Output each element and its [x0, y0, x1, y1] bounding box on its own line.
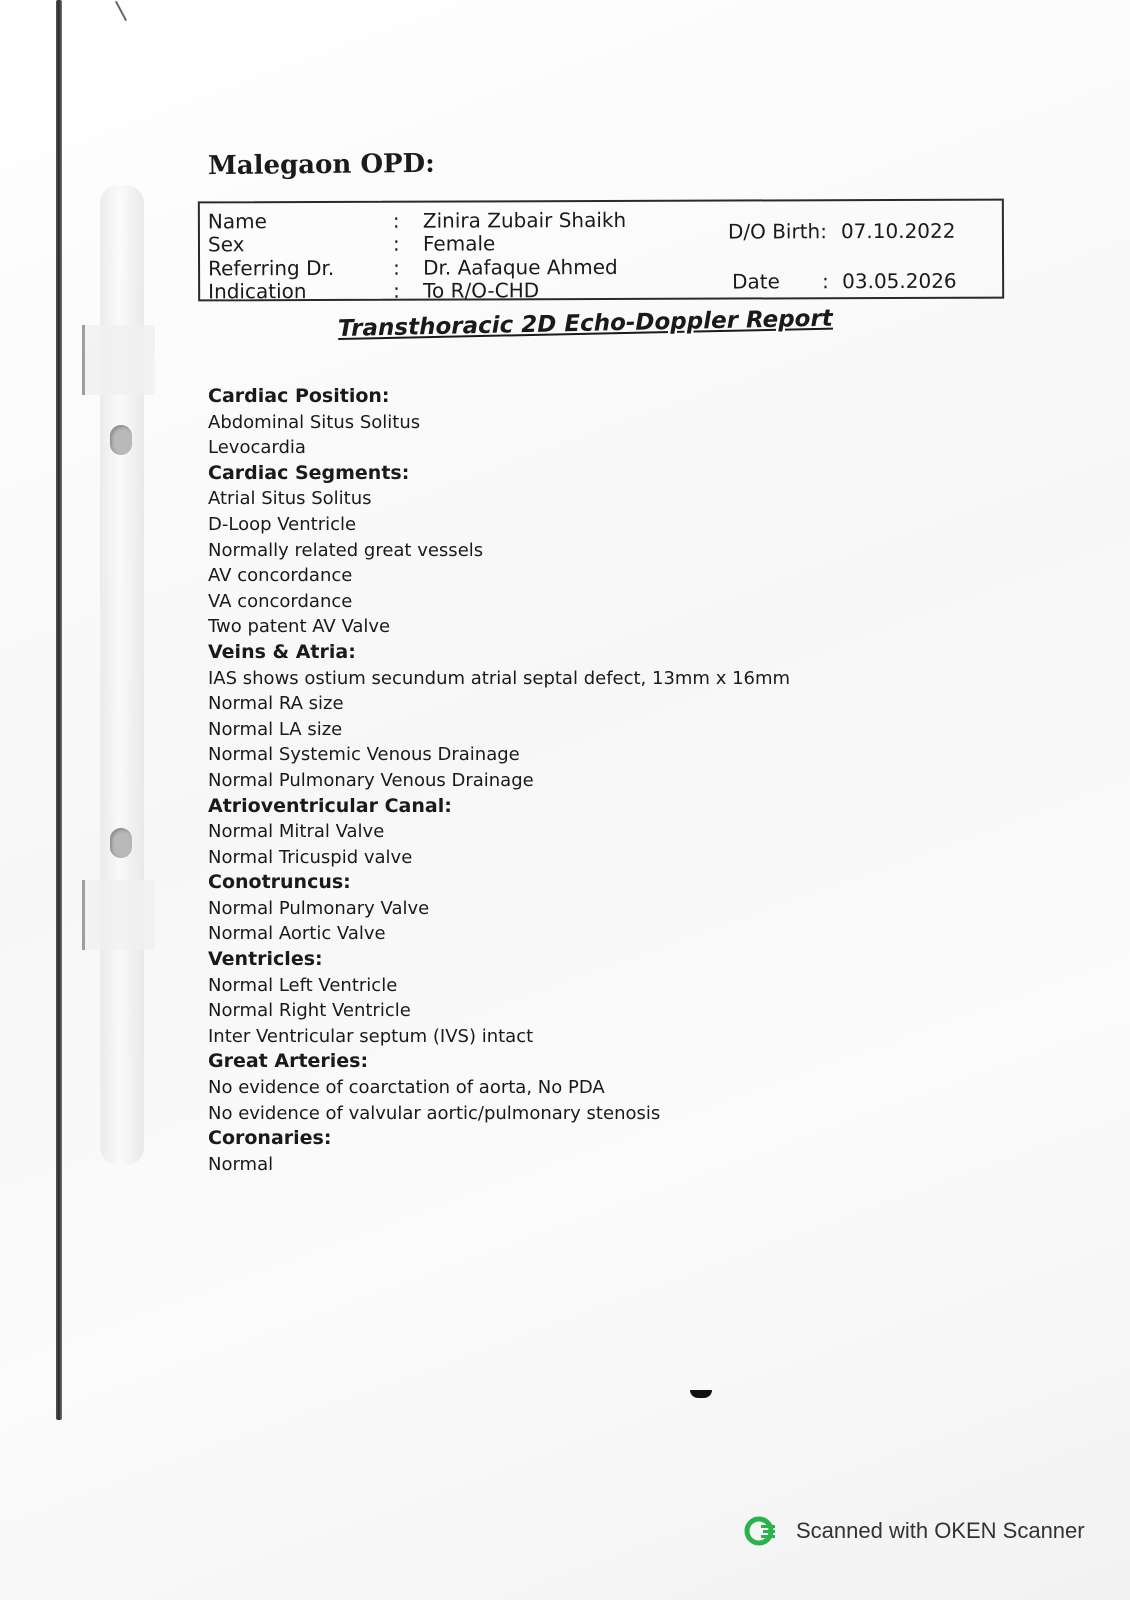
- referring-value: Dr. Aafaque Ahmed: [423, 254, 618, 280]
- referring-colon: :: [393, 255, 400, 280]
- finding-line: Two patent AV Valve: [208, 616, 391, 638]
- finding-line: Normal Pulmonary Venous Drainage: [208, 769, 534, 791]
- dob-block: [728, 219, 956, 244]
- finding-line: Levocardia: [208, 437, 306, 459]
- referring-label: Referring Dr.: [208, 255, 335, 281]
- patient-row-referring: [208, 255, 618, 280]
- patient-row-sex: [208, 231, 495, 256]
- sex-colon: :: [392, 231, 400, 256]
- name-label: Name: [207, 209, 267, 234]
- section-cardiac-segments: [208, 461, 908, 640]
- finding-line: Normal Left Ventricle: [208, 974, 398, 996]
- finding-line: Normal RA size: [208, 693, 344, 715]
- punch-hole-top: [110, 425, 132, 455]
- section-heading: Coronaries:: [208, 1127, 332, 1150]
- indication-colon: :: [393, 278, 400, 303]
- finding-line: Normal: [208, 1153, 274, 1175]
- section-heading: Cardiac Segments:: [208, 461, 410, 484]
- finding-line: Normal LA size: [208, 718, 343, 740]
- section-great-arteries: [208, 1049, 908, 1126]
- clip-tab-top: [82, 325, 155, 395]
- date-block: [732, 269, 957, 294]
- finding-line: IAS shows ostium secundum atrial septal defect, 13mm x 16mm: [208, 667, 791, 689]
- section-ventricles: [208, 947, 908, 1049]
- clip-tab-bottom: [82, 880, 155, 950]
- finding-line: VA concordance: [208, 590, 353, 612]
- finding-line: Abdominal Situs Solitus: [208, 411, 421, 433]
- sex-value: Female: [422, 231, 496, 256]
- report-body: [208, 384, 908, 1177]
- section-cardiac-position: [208, 384, 908, 461]
- finding-line: Normal Mitral Valve: [208, 821, 385, 843]
- scanner-text: Scanned with OKEN Scanner: [796, 1518, 1085, 1543]
- finding-line: Normal Pulmonary Valve: [208, 897, 430, 919]
- dob-label: D/O Birth:: [727, 219, 827, 244]
- file-spine: [56, 0, 62, 1420]
- indication-value: To R/O-CHD: [423, 278, 540, 303]
- clinic-title: Malegaon OPD:: [207, 148, 435, 182]
- patient-info-box: [198, 199, 1004, 302]
- finding-line: Inter Ventricular septum (IVS) intact: [208, 1025, 534, 1047]
- section-veins-atria: [208, 640, 908, 794]
- oken-scanner-logo-icon: [744, 1514, 778, 1548]
- finding-line: No evidence of valvular aortic/pulmonary stenosis: [208, 1102, 661, 1124]
- name-value: Zinira Zubair Shaikh: [422, 207, 627, 233]
- section-atrioventricular-canal: [208, 794, 908, 871]
- date-colon: :: [822, 269, 829, 294]
- sex-label: Sex: [207, 232, 245, 257]
- date-value: 03.05.2026: [842, 268, 957, 294]
- report-title: Transthoracic 2D Echo-Doppler Report: [337, 305, 834, 342]
- finding-line: Normally related great vessels: [208, 539, 484, 561]
- section-heading: Conotruncus:: [208, 871, 351, 894]
- section-heading: Cardiac Position:: [208, 385, 390, 407]
- punch-hole-bottom: [110, 828, 132, 858]
- name-colon: :: [392, 208, 400, 233]
- finding-line: No evidence of coarctation of aorta, No PDA: [208, 1077, 605, 1099]
- finding-line: Normal Systemic Venous Drainage: [208, 744, 520, 766]
- section-coronaries: [208, 1126, 908, 1177]
- section-heading: Great Arteries:: [208, 1050, 369, 1073]
- finding-line: Atrial Situs Solitus: [208, 488, 372, 510]
- finding-line: Normal Tricuspid valve: [208, 846, 413, 868]
- indication-label: Indication: [208, 279, 307, 304]
- finding-line: Normal Right Ventricle: [208, 1000, 411, 1022]
- finding-line: Normal Aortic Valve: [208, 923, 386, 945]
- dob-value: 07.10.2022: [840, 218, 956, 244]
- section-heading: Atrioventricular Canal:: [208, 794, 452, 817]
- finding-line: D-Loop Ventricle: [208, 513, 357, 535]
- section-conotruncus: [208, 870, 908, 947]
- section-heading: Veins & Atria:: [208, 640, 356, 663]
- date-label: Date: [732, 269, 780, 294]
- finding-line: AV concordance: [208, 565, 353, 587]
- patient-row-indication: [208, 278, 539, 303]
- section-heading: Ventricles:: [208, 948, 323, 971]
- scanner-watermark: [744, 1514, 1085, 1548]
- patient-row-name: [208, 208, 626, 233]
